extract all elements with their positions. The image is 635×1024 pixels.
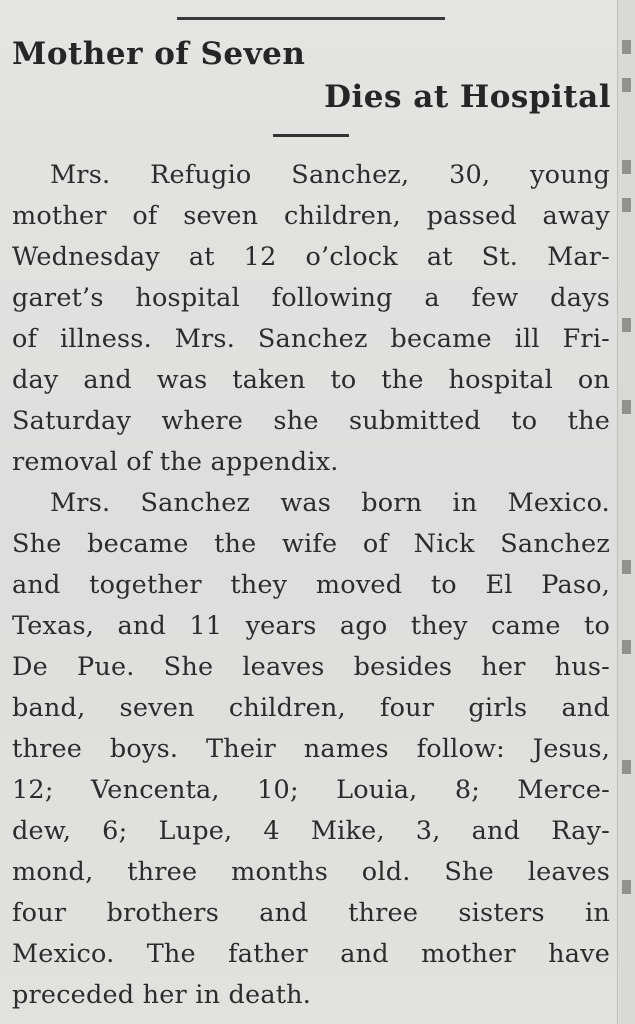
edge-ink-mark (622, 880, 631, 894)
adjacent-column-edge (617, 0, 635, 1024)
edge-ink-mark (622, 318, 631, 332)
article-line: removal of the appendix. (12, 447, 339, 477)
article-line: Mexico. The father and mother have (12, 939, 610, 969)
article-line: dew, 6; Lupe, 4 Mike, 3, and Ray- (12, 816, 610, 846)
article-line: Wednesday at 12 o’clock at St. Mar- (12, 242, 610, 272)
article-line: band, seven children, four girls and (12, 693, 610, 723)
article-line: mond, three months old. She leaves (12, 857, 610, 887)
headline-line-2: Dies at Hospital (324, 79, 611, 115)
article-line: day and was taken to the hospital on (12, 365, 610, 395)
article-line: preceded her in death. (12, 980, 312, 1010)
edge-ink-mark (622, 198, 631, 212)
article-line: De Pue. She leaves besides her hus- (12, 652, 610, 682)
edge-ink-mark (622, 760, 631, 774)
edge-ink-mark (622, 160, 631, 174)
edge-ink-mark (622, 400, 631, 414)
paragraph-1 (12, 155, 610, 483)
edge-ink-mark (622, 640, 631, 654)
paragraph-2 (12, 483, 610, 1016)
article-line: of illness. Mrs. Sanchez became ill Fri- (12, 324, 610, 354)
article-line: She became the wife of Nick Sanchez (12, 529, 610, 559)
article-line: 12; Vencenta, 10; Louia, 8; Merce- (12, 775, 610, 805)
article-line: Mrs. Refugio Sanchez, 30, young (50, 160, 610, 190)
article-line: and together they moved to El Paso, (12, 570, 610, 600)
article-line: Saturday where she submitted to the (12, 406, 610, 436)
edge-ink-mark (622, 40, 631, 54)
article-line: three boys. Their names follow: Jesus, (12, 734, 610, 764)
article-line: four brothers and three sisters in (12, 898, 610, 928)
headline-line-1: Mother of Seven (12, 36, 306, 72)
article-line: mother of seven children, passed away (12, 201, 610, 231)
article-body (12, 155, 610, 1016)
top-rule (177, 17, 445, 20)
edge-ink-mark (622, 560, 631, 574)
headline-divider (273, 134, 349, 137)
article-line: Mrs. Sanchez was born in Mexico. (50, 488, 610, 518)
edge-ink-mark (622, 78, 631, 92)
article-line: garet’s hospital following a few days (12, 283, 610, 313)
article-line: Texas, and 11 years ago they came to (12, 611, 610, 641)
